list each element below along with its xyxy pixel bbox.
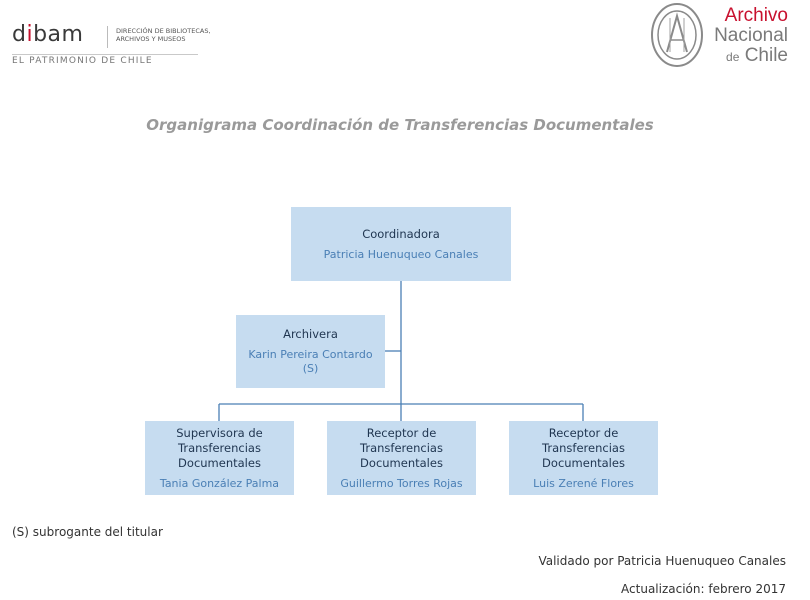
box-role: Receptor de Transferencias Documentales — [360, 425, 443, 470]
box-person: Luis Zerené Flores — [533, 476, 634, 490]
update-date-text: Actualización: febrero 2017 — [621, 582, 786, 596]
org-box-coordinadora — [291, 207, 511, 281]
subrogante-note: (S) subrogante del titular — [12, 525, 163, 539]
box-role: Receptor de Transferencias Documentales — [542, 425, 625, 470]
validation-text: Validado por Patricia Huenuqueo Canales — [538, 554, 786, 568]
box-person: Tania González Palma — [159, 476, 280, 490]
box-person: Patricia Huenuqueo Canales — [323, 247, 479, 261]
dibam-wordmark: dibam — [12, 22, 84, 47]
org-box-receptor-1 — [327, 421, 476, 495]
org-box-supervisora — [145, 421, 294, 495]
archivo-wordmark: Archivo Nacional de Chile — [714, 5, 788, 66]
org-box-archivera — [236, 315, 385, 388]
dibam-tagline: EL PATRIMONIO DE CHILE — [12, 56, 153, 66]
box-role: Coordinadora — [362, 226, 440, 241]
box-person: Guillermo Torres Rojas — [340, 476, 463, 490]
page-title: Organigrama Coordinación de Transferencias Documentales — [146, 116, 654, 134]
box-role: Supervisora de Transferencias Documentales — [176, 425, 263, 470]
box-role: Archivera — [283, 327, 338, 341]
dibam-subtitle: DIRECCIÓN DE BIBLIOTECAS, ARCHIVOS Y MUSEOS — [116, 27, 211, 43]
box-person: Karin Pereira Contardo (S) — [248, 348, 373, 375]
org-box-receptor-2 — [509, 421, 658, 495]
